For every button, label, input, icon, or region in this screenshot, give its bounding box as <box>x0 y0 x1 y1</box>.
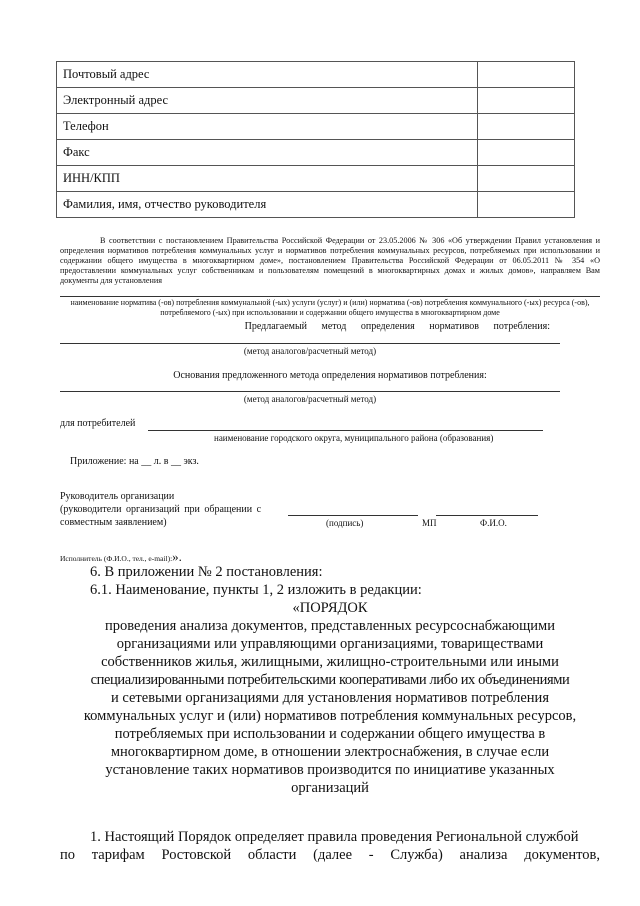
order-title: «ПОРЯДОК <box>292 600 368 616</box>
order-heading-line: организациями или управляющими организациями, товариществами <box>116 636 544 652</box>
order-heading <box>60 617 600 797</box>
basis-label: Основания предложенного метода определения нормативов потребления: <box>173 370 487 381</box>
fio-line <box>436 515 538 516</box>
signature-caption: (подпись) <box>326 518 364 528</box>
order-heading-line: организаций <box>291 780 369 796</box>
section-6: 6. В приложении № 2 постановления: <box>90 564 323 580</box>
method-caption-2: (метод аналогов/расчетный метод) <box>243 394 377 404</box>
table-row <box>57 192 575 218</box>
intro-paragraph: В соответствии с постановлением Правительства Российской Федерации от 23.05.2006 № 306 «Об утверждении Правил установления и определения нормативов потребления коммунальных услуг и нормативов потребления коммунальных ресурсов, потребляемых при использовании и содержании общего имущества в многоквартирном доме», постановлением Правительства Российской Федерации от 06.05.2011 № 354 «О предоставлении коммунальных услуг собственникам и пользователям помещений в многоквартирных домах и жилых домов», направляем Вам документы для установления <box>60 236 600 285</box>
table-row <box>57 88 575 114</box>
method-line-1 <box>60 343 560 344</box>
section-6-1: 6.1. Наименование, пункты 1, 2 изложить в редакции: <box>90 582 422 598</box>
row-value-cell <box>478 62 575 88</box>
paragraph-1-line-2: по тарифам Ростовской области (далее - Служба) анализа документов, <box>60 847 600 863</box>
row-value-cell <box>478 88 575 114</box>
row-label: Телефон <box>57 114 478 140</box>
proposed-method-label: Предлагаемый метод определения нормативов потребления: <box>244 321 550 332</box>
row-value-cell <box>478 140 575 166</box>
row-label: Факс <box>57 140 478 166</box>
order-heading-line: проведения анализа документов, представленных ресурсоснабжающими <box>105 618 555 634</box>
table-row <box>57 114 575 140</box>
row-value-cell <box>478 166 575 192</box>
consumers-label: для потребителей <box>60 418 136 429</box>
stamp-caption: МП <box>422 518 437 528</box>
head-org-line-3: совместным заявлением) <box>60 517 167 528</box>
row-label: ИНН/КПП <box>57 166 478 192</box>
order-heading-line: специализированными потребительскими кооперативами либо их объединениями <box>90 672 570 688</box>
district-caption: наименование городского округа, муниципального района (образования) <box>214 433 494 443</box>
order-heading-line: многоквартирном доме, в отношении электроснабжения, в случае если <box>110 744 550 760</box>
row-label: Электронный адрес <box>57 88 478 114</box>
row-label: Почтовый адрес <box>57 62 478 88</box>
fio-caption: Ф.И.О. <box>480 518 507 528</box>
executor-label: Исполнитель (Ф.И.О., тел., e-mail): <box>60 554 173 563</box>
order-heading-line: и сетевыми организациями для установления нормативов потребления <box>110 690 549 706</box>
table-row <box>57 166 575 192</box>
row-label: Фамилия, имя, отчество руководителя <box>57 192 478 218</box>
method-line-2 <box>60 391 560 392</box>
organization-info-table <box>56 61 575 218</box>
order-heading-line: установление таких нормативов производится по инициативе указанных <box>105 762 555 778</box>
paragraph-1-line-1: 1. Настоящий Порядок определяет правила проведения Региональной службой <box>90 829 579 845</box>
table-row <box>57 62 575 88</box>
normative-line <box>60 296 600 297</box>
order-heading-line: собственников жилья, жилищными, жилищно-строительными или иными <box>101 654 559 670</box>
order-heading-line: коммунальных услуг и (или) нормативов потребления коммунальных ресурсов, <box>83 708 577 724</box>
executor-close-quote: ». <box>172 549 182 564</box>
attachment-line: Приложение: на __ л. в __ экз. <box>70 456 199 467</box>
head-org-line-2: (руководители организаций при обращении с <box>60 504 262 515</box>
row-value-cell <box>478 192 575 218</box>
method-caption-1: (метод аналогов/расчетный метод) <box>243 346 377 356</box>
normative-caption: наименование норматива (-ов) потребления коммунальной (-ых) услуги (услуг) и (или) норматива (-ов) потребления коммунального (-ых) ресурса (-ов), потребляемого (-ых) при использовании и содержании общего имущества в многоквартирном доме <box>70 298 590 317</box>
consumers-line <box>148 430 543 431</box>
row-value-cell <box>478 114 575 140</box>
head-org-line-1: Руководитель организации <box>60 491 175 502</box>
signature-line <box>288 515 418 516</box>
table-row <box>57 140 575 166</box>
order-heading-line: потребляемых при использовании и содержании общего имущества в <box>114 726 546 742</box>
